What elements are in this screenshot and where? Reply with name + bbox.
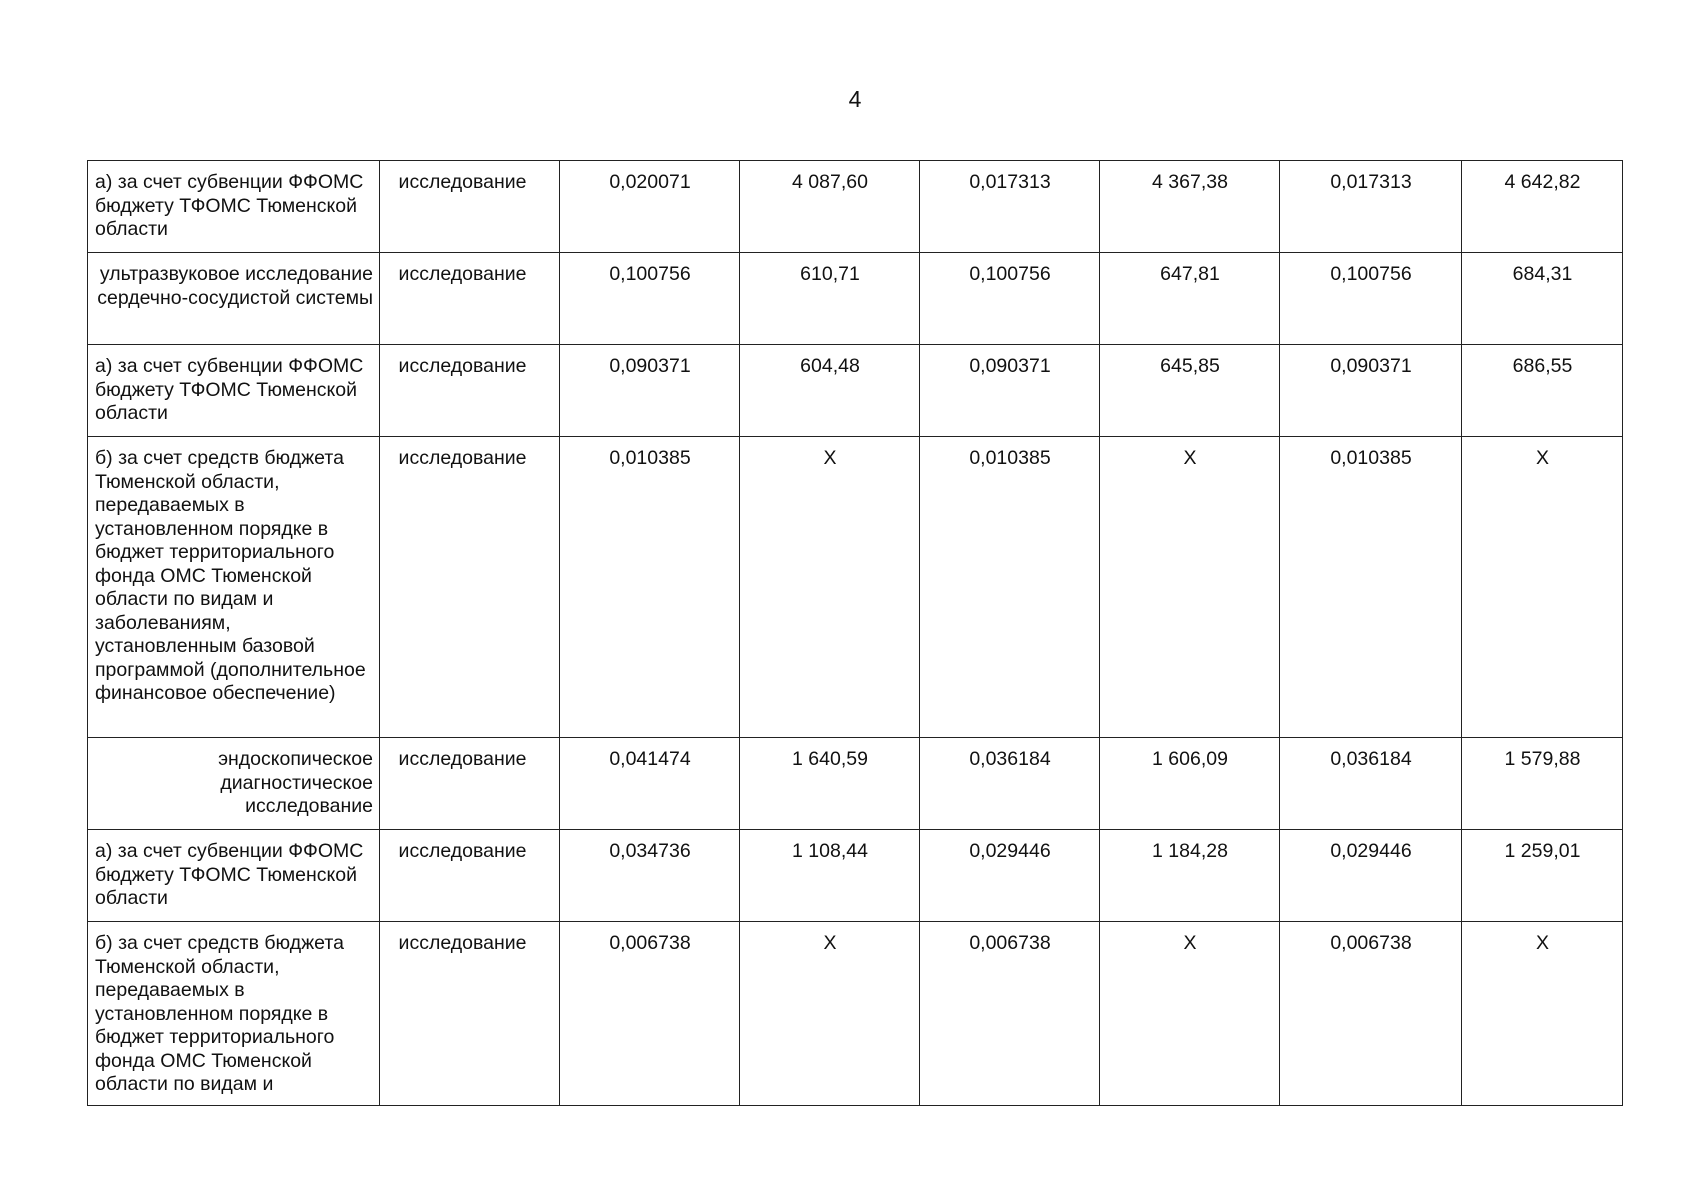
row-unit: исследование <box>380 830 560 922</box>
value-cell: Х <box>740 922 920 1106</box>
row-unit: исследование <box>380 253 560 345</box>
value-cell: Х <box>1462 922 1623 1106</box>
value-cell: 0,029446 <box>1280 830 1462 922</box>
value-cell: 0,029446 <box>920 830 1100 922</box>
table-row <box>88 345 1623 437</box>
table-row <box>88 738 1623 830</box>
row-name: а) за счет субвенции ФФОМС бюджету ТФОМС Тюменской области <box>88 830 380 922</box>
value-cell: 0,010385 <box>1280 437 1462 738</box>
value-cell: 0,020071 <box>560 161 740 253</box>
data-table <box>87 160 1623 1106</box>
value-cell: 0,006738 <box>1280 922 1462 1106</box>
row-unit: исследование <box>380 345 560 437</box>
value-cell: 0,041474 <box>560 738 740 830</box>
value-cell: 1 184,28 <box>1100 830 1280 922</box>
row-name: б) за счет средств бюджета Тюменской области, передаваемых в установленном порядке в бюджет территориального фонда ОМС Тюменской области по видам и <box>88 922 380 1106</box>
value-cell: Х <box>1100 922 1280 1106</box>
value-cell: 4 367,38 <box>1100 161 1280 253</box>
value-cell: Х <box>1462 437 1623 738</box>
value-cell: Х <box>740 437 920 738</box>
value-cell: 0,006738 <box>920 922 1100 1106</box>
value-cell: 0,036184 <box>1280 738 1462 830</box>
table-row <box>88 922 1623 1106</box>
value-cell: 0,010385 <box>560 437 740 738</box>
row-name: а) за счет субвенции ФФОМС бюджету ТФОМС Тюменской области <box>88 161 380 253</box>
table-row <box>88 830 1623 922</box>
row-unit: исследование <box>380 922 560 1106</box>
value-cell: Х <box>1100 437 1280 738</box>
value-cell: 1 579,88 <box>1462 738 1623 830</box>
value-cell: 1 606,09 <box>1100 738 1280 830</box>
page-number: 4 <box>848 86 862 112</box>
value-cell: 0,036184 <box>920 738 1100 830</box>
value-cell: 1 640,59 <box>740 738 920 830</box>
value-cell: 0,017313 <box>920 161 1100 253</box>
value-cell: 0,034736 <box>560 830 740 922</box>
table-row <box>88 161 1623 253</box>
row-unit: исследование <box>380 738 560 830</box>
value-cell: 0,090371 <box>920 345 1100 437</box>
row-name: б) за счет средств бюджета Тюменской области, передаваемых в установленном порядке в бюджет территориального фонда ОМС Тюменской области по видам и заболеваниям, установленным базовой программой (дополнительное финансовое обеспечение) <box>88 437 380 738</box>
row-unit: исследование <box>380 437 560 738</box>
table-row <box>88 437 1623 738</box>
value-cell: 4 087,60 <box>740 161 920 253</box>
value-cell: 684,31 <box>1462 253 1623 345</box>
value-cell: 4 642,82 <box>1462 161 1623 253</box>
table-row <box>88 253 1623 345</box>
value-cell: 647,81 <box>1100 253 1280 345</box>
value-cell: 0,010385 <box>920 437 1100 738</box>
value-cell: 0,100756 <box>560 253 740 345</box>
value-cell: 604,48 <box>740 345 920 437</box>
row-name: а) за счет субвенции ФФОМС бюджету ТФОМС Тюменской области <box>88 345 380 437</box>
value-cell: 0,006738 <box>560 922 740 1106</box>
value-cell: 0,100756 <box>920 253 1100 345</box>
value-cell: 0,017313 <box>1280 161 1462 253</box>
row-unit: исследование <box>380 161 560 253</box>
row-name: эндоскопическое диагностическое исследование <box>88 738 380 830</box>
value-cell: 0,090371 <box>1280 345 1462 437</box>
row-name: ультразвуковое исследование сердечно-сосудистой системы <box>88 253 380 345</box>
value-cell: 1 259,01 <box>1462 830 1623 922</box>
value-cell: 1 108,44 <box>740 830 920 922</box>
value-cell: 645,85 <box>1100 345 1280 437</box>
value-cell: 686,55 <box>1462 345 1623 437</box>
value-cell: 0,090371 <box>560 345 740 437</box>
value-cell: 610,71 <box>740 253 920 345</box>
value-cell: 0,100756 <box>1280 253 1462 345</box>
